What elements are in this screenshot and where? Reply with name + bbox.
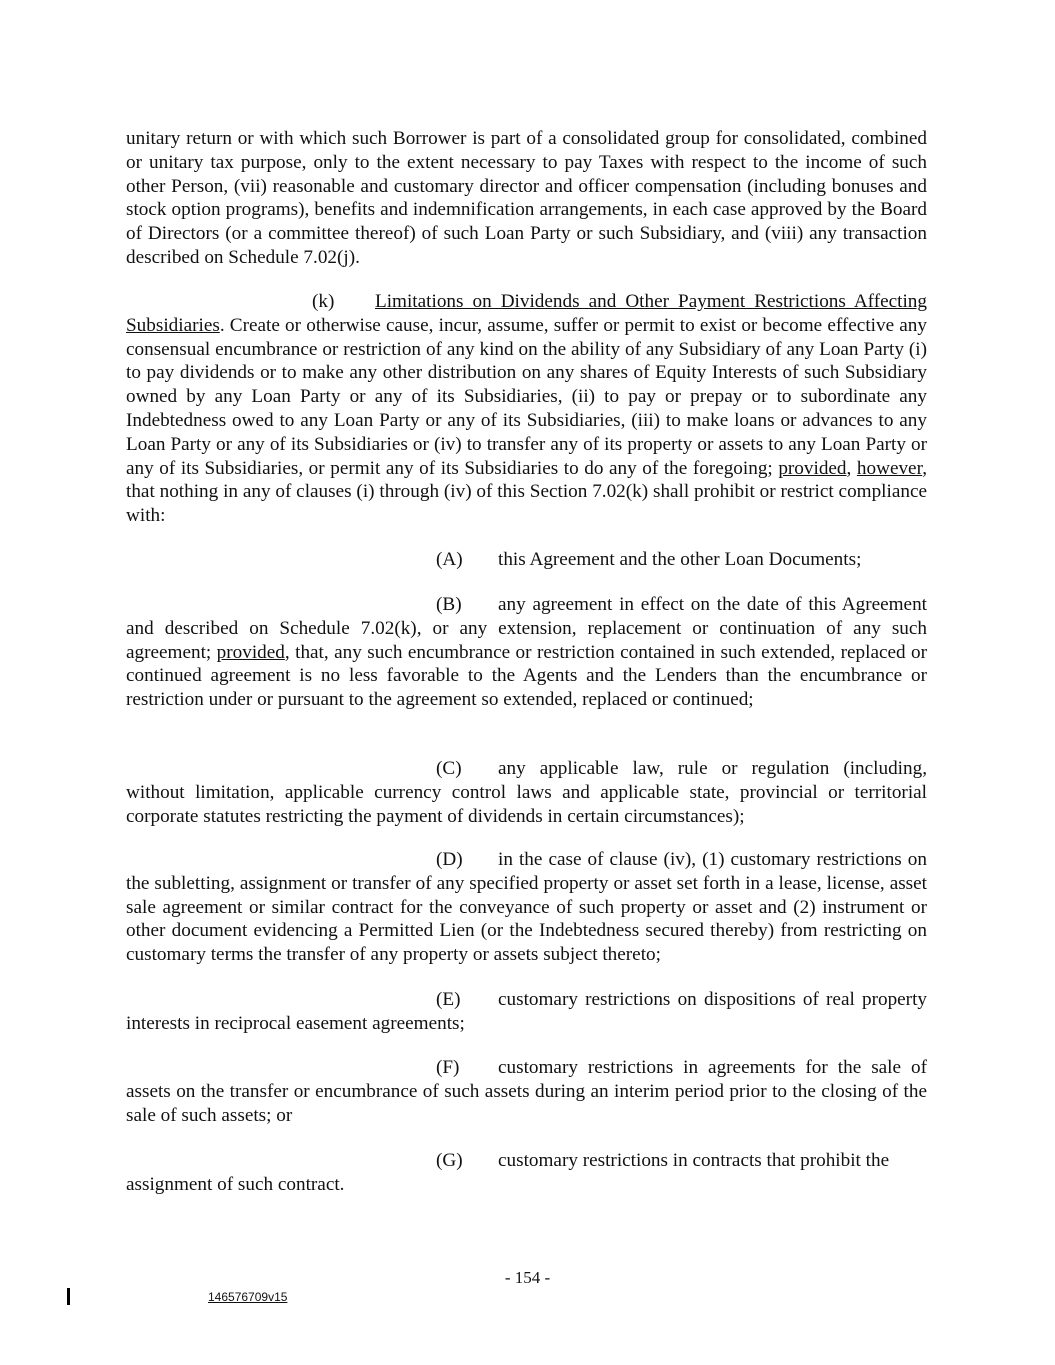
clause-f-letter: (F) (436, 1057, 460, 1078)
clause-d-text: in the case of clause (iv), (1) customary restrictions on the subletting, assignment or transfer of any specified property or asset set forth in a lease, license, asset sale agreement or similar contract for the conveyance of such property or asset and (2) instrument or other document evidencing a Permitted Lien (or the Indebtedness secured thereby) from restricting on customary terms the transfer of any property or assets subject thereto; (126, 849, 927, 966)
clause-d (126, 848, 927, 967)
however-term: however (856, 457, 923, 479)
continuation-paragraph: unitary return or with which such Borrower is part of a consolidated group for consolidated, combined or unitary tax purpose, only to the extent necessary to pay Taxes with respect to the income of such other Person, (vii) reasonable and customary director and officer compensation (including bonuses and stock option programs), benefits and indemnification arrangements, in each case approved by the Board of Directors (or a committee thereof) of such Loan Party or such Subsidiary, and (viii) any transaction described on Schedule 7.02(j). (126, 128, 927, 268)
clause-e-text: customary restrictions on dispositions of real property interests in reciprocal easement agreements; (126, 989, 927, 1034)
clause-b-text-1: any agreement in effect on the date of this Agreement and described on Schedule 7.02(k), or any extension, replacement or continuation of any such agreement; (126, 594, 927, 663)
change-bar (67, 1288, 70, 1305)
clause-b (126, 593, 927, 712)
provided-term: provided (778, 457, 847, 479)
section-k-paragraph: (k) Limitations on Dividends and Other Payment Restrictions Affecting Subsidiaries. Create or otherwise cause, incur, assume, suffer or permit to exist or become effective any consensual encumbrance or restriction of any kind on the ability of any Subsidiary of any Loan Party (i) to pay dividends or to make any other distribution on any shares of Equity Interests of such Subsidiary owned by any Loan Party or any of its Subsidiaries, (ii) to pay or prepay or to subordinate any Indebtedness owed to any Loan Party or any of its Subsidiaries, (iii) to make loans or advances to any Loan Party or any of its Subsidiaries or (iv) to transfer any of its property or assets to any Loan Party or any of its Subsidiaries, or permit any of its Subsidiaries to do any of the foregoing; provided, however, that nothing in any of clauses (i) through (iv) of this Section 7.02(k) shall prohibit or restrict compliance with: (126, 291, 927, 527)
clause-g (126, 1149, 927, 1197)
clause-e-letter: (E) (436, 989, 461, 1010)
clause-b-provided: provided (216, 641, 285, 663)
section-k-body-1: . Create or otherwise cause, incur, assume, suffer or permit to exist or become effective any consensual encumbrance or restriction of any kind on the ability of any Subsidiary of any Loan Party (i) to pay dividends or to make any other distribution on any shares of Equity Interests of such Subsidiary owned by any Loan Party or any of its Subsidiaries, (ii) to pay or prepay or to subordinate any Indebtedness owed to any Loan Party or any of its Subsidiaries, (iii) to make loans or advances to any Loan Party or any of its Subsidiaries or (iv) to transfer any of its property or assets to any Loan Party or any of its Subsidiaries, or permit any of its Subsidiaries to do any of the foregoing; (126, 314, 927, 479)
page-number: - 154 - (504, 1268, 551, 1287)
clause-e (126, 988, 927, 1036)
clause-d-letter: (D) (436, 849, 463, 870)
clause-b-letter: (B) (436, 594, 462, 615)
clause-a (126, 548, 927, 572)
section-k-body-2: , that nothing in any of clauses (i) through (iv) of this Section 7.02(k) shall prohibit or restrict compliance with: (126, 457, 927, 527)
clause-b-text-2: , that, any such encumbrance or restriction contained in such extended, replaced or continued agreement is no less favorable to the Agents and the Lenders than the encumbrance or restriction under or pursuant to the agreement so extended, replaced or continued; (126, 641, 927, 711)
clause-g-letter: (G) (436, 1150, 463, 1171)
clause-g-text-line1: customary restrictions in contracts that prohibit the (498, 1150, 890, 1171)
clause-f-text: customary restrictions in agreements for the sale of assets on the transfer or encumbrance of such assets during an interim period prior to the closing of the sale of such assets; or (126, 1057, 927, 1126)
clause-g-text-line2: assignment of such contract. (126, 1173, 345, 1195)
clause-f (126, 1056, 927, 1127)
clause-a-text: this Agreement and the other Loan Documents; (498, 549, 862, 570)
clause-a-letter: (A) (436, 549, 463, 570)
clause-c-letter: (C) (436, 758, 462, 779)
section-k-heading: Limitations on Dividends and Other Payment Restrictions Affecting Subsidiaries (126, 291, 927, 336)
clause-c (126, 757, 927, 828)
document-id: 146576709v15 (208, 1290, 288, 1304)
section-k-number: (k) (312, 291, 335, 312)
clause-c-text: any applicable law, rule or regulation (including, without limitation, applicable currency control laws and applicable state, provincial or territorial corporate statutes restricting the payment of dividends in certain circumstances); (126, 758, 927, 827)
